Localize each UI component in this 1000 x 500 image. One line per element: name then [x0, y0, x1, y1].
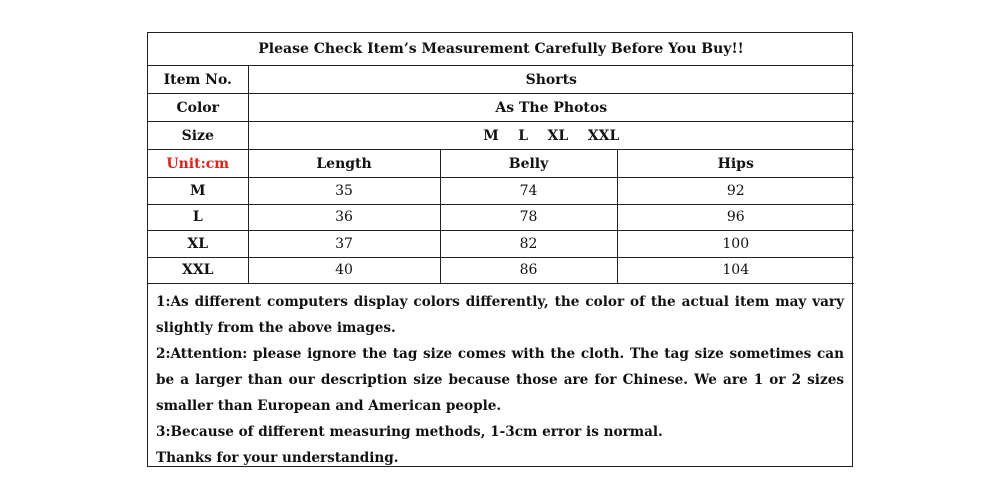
cell-belly: 74	[440, 178, 617, 205]
note-thanks: Thanks for your understanding.	[156, 450, 399, 466]
row-size: M	[148, 178, 248, 205]
size-value: M L XL XXL	[248, 122, 854, 150]
row-size: L	[148, 204, 248, 231]
cell-length: 37	[248, 231, 440, 258]
table-row	[148, 257, 854, 284]
item-no-value: Shorts	[248, 66, 854, 94]
table-row	[148, 178, 854, 205]
item-no-label: Item No.	[148, 66, 248, 94]
cell-belly: 78	[440, 204, 617, 231]
cell-hips: 100	[617, 231, 854, 258]
unit-label: Unit:cm	[148, 150, 248, 178]
table-row	[148, 204, 854, 231]
header-row	[148, 150, 854, 178]
color-value: As The Photos	[248, 94, 854, 122]
cell-hips: 92	[617, 178, 854, 205]
size-row	[148, 122, 854, 150]
row-size: XXL	[148, 257, 248, 284]
item-no-row	[148, 66, 854, 94]
cell-length: 35	[248, 178, 440, 205]
title-row	[148, 33, 854, 66]
column-header-length: Length	[248, 150, 440, 178]
color-label: Color	[148, 94, 248, 122]
cell-length: 40	[248, 257, 440, 284]
row-size: XL	[148, 231, 248, 258]
cell-hips: 104	[617, 257, 854, 284]
column-header-belly: Belly	[440, 150, 617, 178]
note-tag-size: 2:Attention: please ignore the tag size comes with the cloth. The tag size sometimes can be a larger than our description size because those are for Chinese. We are 1 or 2 sizes smaller than European and American people.	[156, 346, 844, 414]
column-header-hips: Hips	[617, 150, 854, 178]
cell-belly: 86	[440, 257, 617, 284]
notes-section	[148, 284, 852, 471]
cell-belly: 82	[440, 231, 617, 258]
size-label: Size	[148, 122, 248, 150]
note-color-variation: 1:As different computers display colors differently, the color of the actual item may vary slightly from the above images.	[156, 294, 844, 336]
table-row	[148, 231, 854, 258]
size-chart	[147, 32, 853, 467]
measurement-table	[148, 33, 854, 284]
cell-hips: 96	[617, 204, 854, 231]
cell-length: 36	[248, 204, 440, 231]
table-title: Please Check Item’s Measurement Carefully Before You Buy!!	[148, 33, 854, 66]
note-measuring-error: 3:Because of different measuring methods, 1-3cm error is normal.	[156, 424, 663, 440]
color-row	[148, 94, 854, 122]
